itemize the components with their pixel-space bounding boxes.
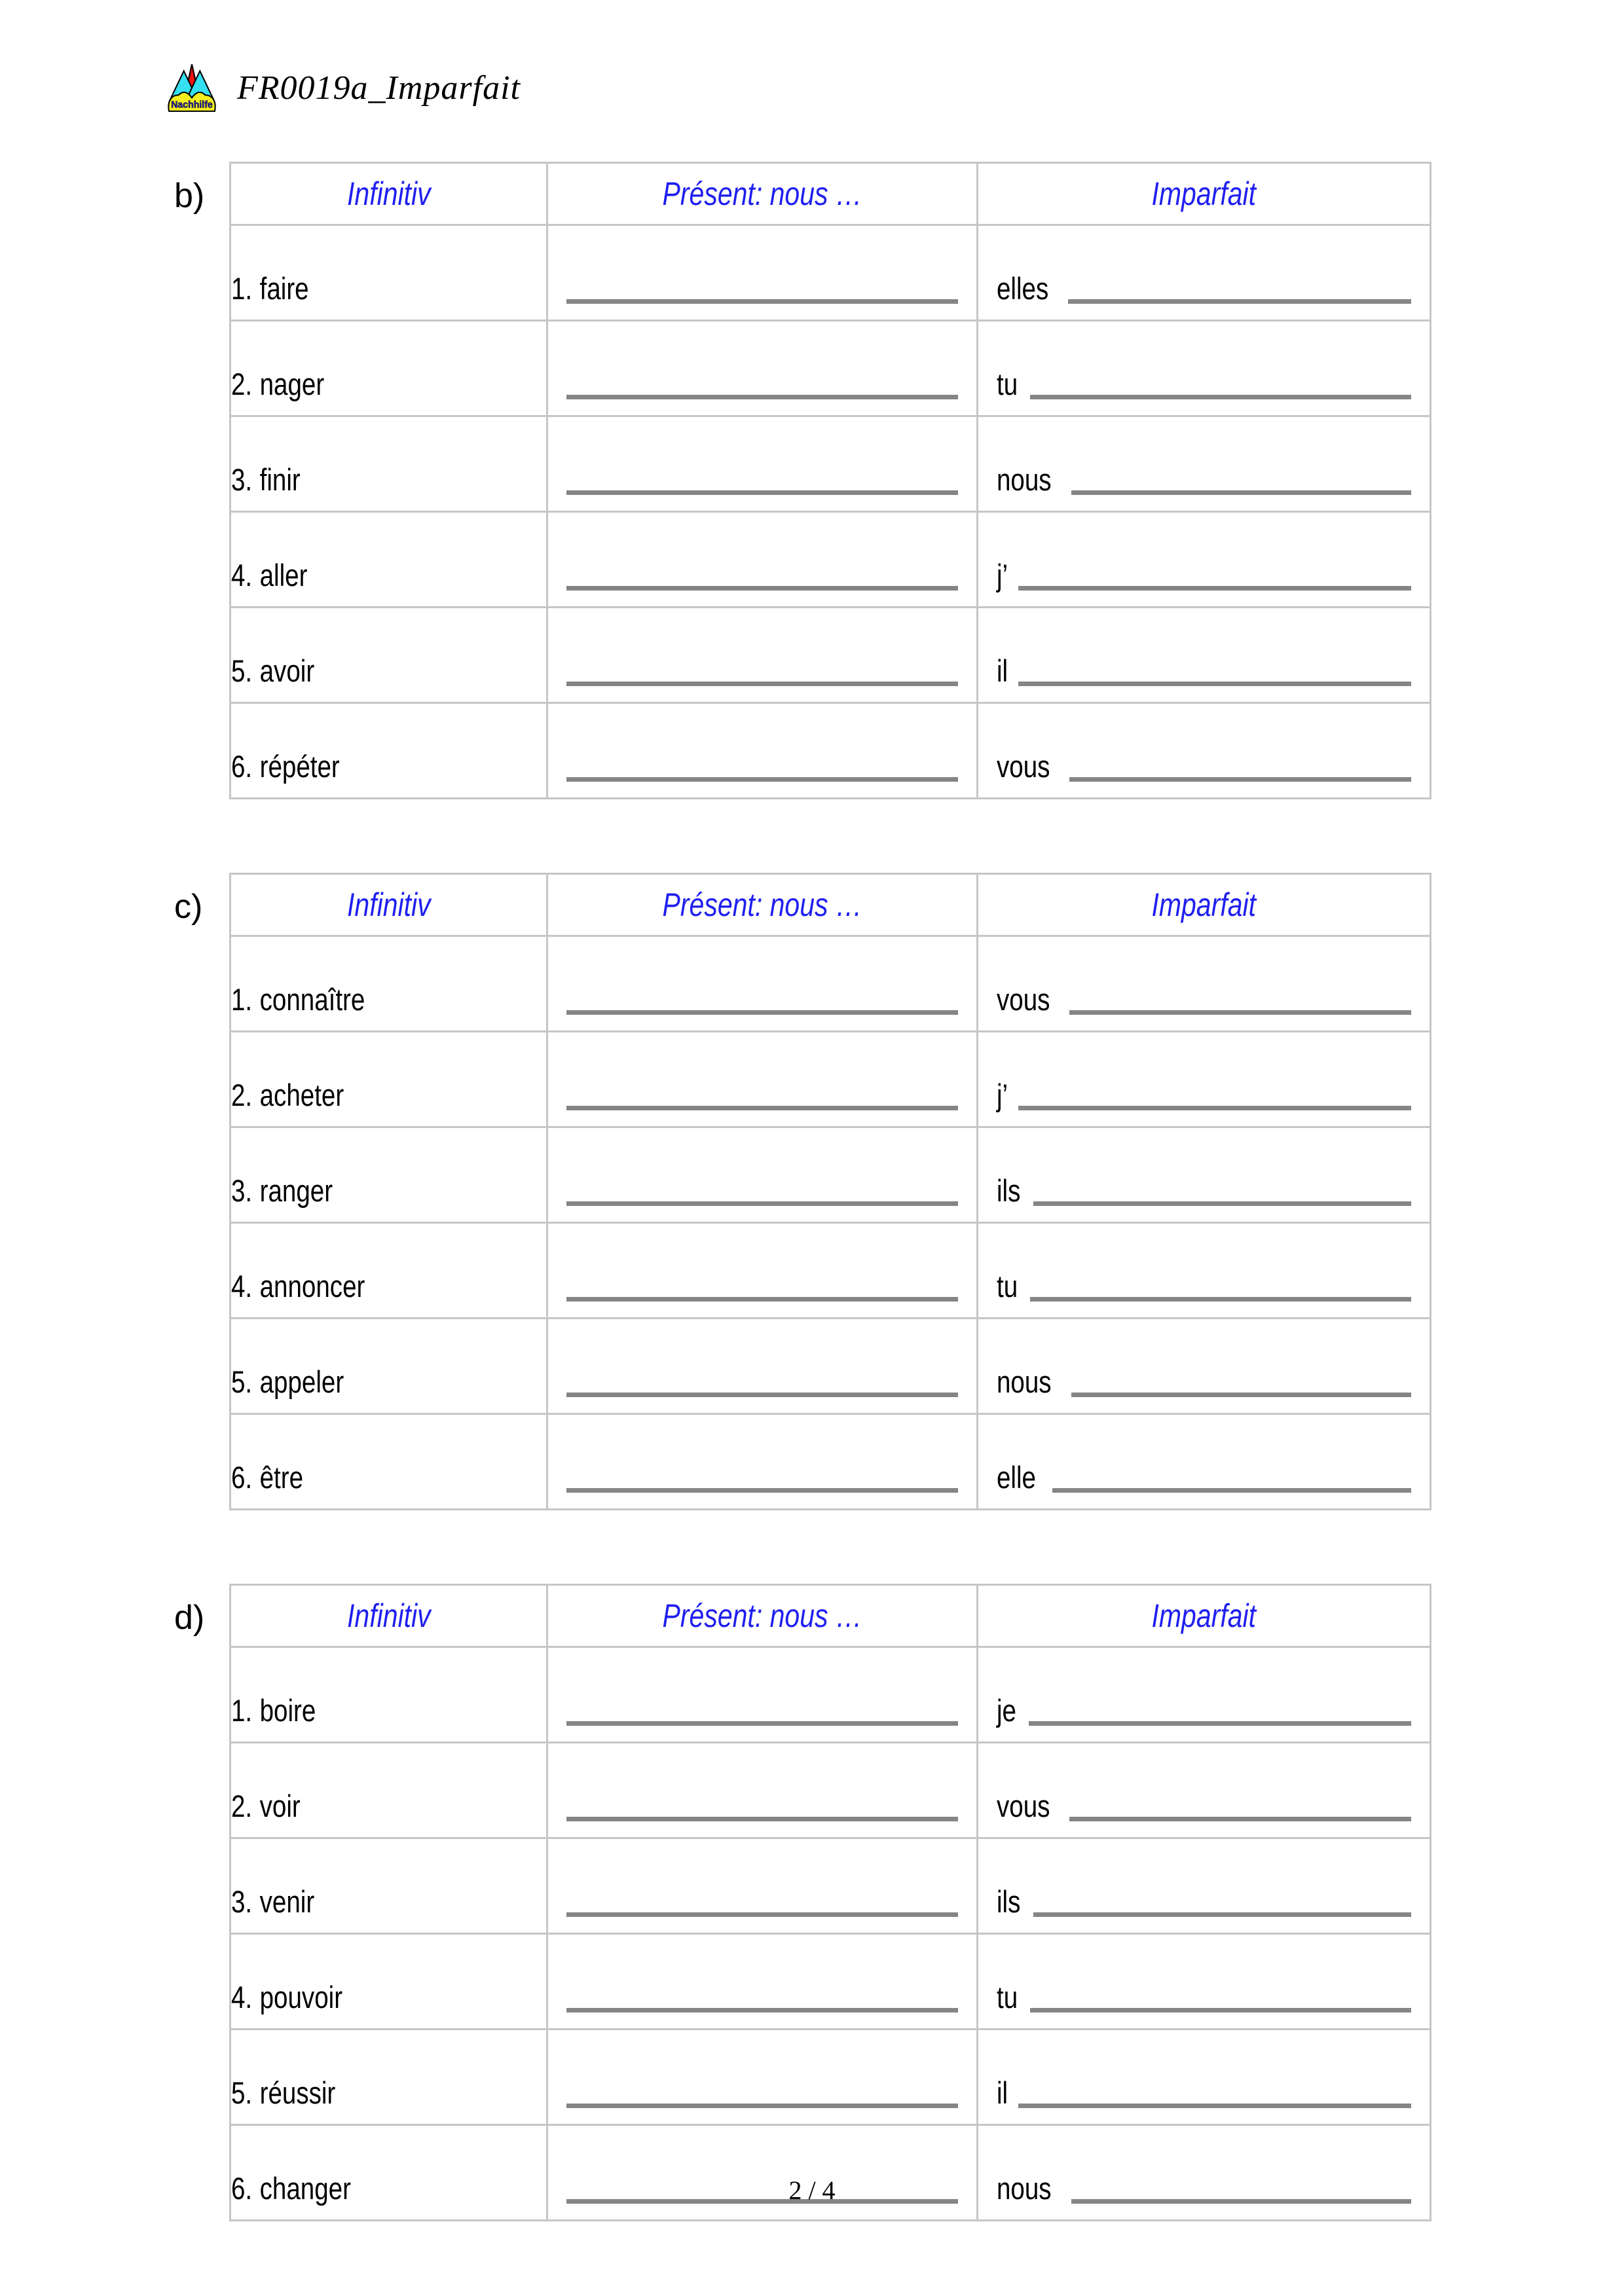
pronoun-label: ils: [997, 1884, 1021, 1919]
header-row: [231, 874, 1431, 936]
row-number: 6.: [231, 749, 253, 784]
answer-blank-imperfect: [1029, 1721, 1411, 1726]
imperfect-cell: [978, 2030, 1431, 2125]
answer-blank-present: [566, 1488, 958, 1493]
answer-blank-imperfect: [1030, 2008, 1411, 2013]
present-cell: [547, 1223, 978, 1319]
row-number: 4.: [231, 1980, 253, 2014]
row-number: 4.: [231, 558, 253, 592]
verb-label: réussir: [259, 2075, 336, 2110]
row-number: 2.: [231, 1078, 253, 1112]
answer-blank-present: [566, 2104, 958, 2108]
pronoun-label: elle: [997, 1460, 1037, 1495]
answer-blank-imperfect: [1018, 1106, 1411, 1110]
verb-label: changer: [259, 2171, 351, 2206]
verb-label: nager: [259, 367, 325, 401]
row-number: 2.: [231, 1789, 253, 1823]
answer-blank-present: [566, 682, 958, 686]
row-number: 3.: [231, 462, 253, 497]
pronoun-label: nous: [997, 2171, 1052, 2206]
exercise-table-block: [174, 1584, 1431, 2221]
table-label: b): [174, 177, 205, 215]
infinitive-cell: [231, 1319, 547, 1414]
present-cell: [547, 1838, 978, 1934]
infinitive-cell: [231, 321, 547, 416]
present-cell: [547, 1934, 978, 2030]
answer-blank-imperfect: [1071, 1393, 1411, 1397]
table-label: d): [174, 1599, 205, 1637]
page-number: 2 / 4: [788, 2176, 836, 2205]
answer-blank-imperfect: [1030, 1297, 1411, 1302]
present-cell: [547, 936, 978, 1032]
verb-label: ranger: [259, 1173, 333, 1208]
table-row: [231, 1934, 1431, 2030]
answer-blank-imperfect: [1018, 682, 1411, 686]
present-cell: [547, 416, 978, 512]
table-row: [231, 1838, 1431, 1934]
answer-blank-present: [566, 299, 958, 304]
row-number: 1.: [231, 1693, 253, 1728]
imperfect-cell: [978, 1647, 1431, 1743]
infinitive-cell: [231, 1743, 547, 1838]
verb-label: connaître: [259, 982, 365, 1017]
header-row: [231, 1585, 1431, 1647]
answer-blank-imperfect: [1068, 299, 1411, 304]
infinitive-cell: [231, 703, 547, 799]
answer-blank-present: [566, 586, 958, 591]
imperfect-cell: [978, 512, 1431, 608]
verb-label: répéter: [259, 749, 340, 784]
imperfect-cell: [978, 1934, 1431, 2030]
imperfect-cell: [978, 321, 1431, 416]
present-cell: [547, 608, 978, 703]
imperfect-cell: [978, 1127, 1431, 1223]
table-row: [231, 1127, 1431, 1223]
logo-label: Nachhilfe: [171, 100, 213, 111]
present-cell: [547, 2030, 978, 2125]
answer-blank-present: [566, 1912, 958, 1917]
present-cell: [547, 703, 978, 799]
pronoun-label: nous: [997, 462, 1052, 497]
imperfect-cell: [978, 608, 1431, 703]
infinitive-cell: [231, 608, 547, 703]
infinitive-cell: [231, 1032, 547, 1127]
column-header-present: Présent: nous …: [547, 1585, 978, 1647]
table-row: [231, 1743, 1431, 1838]
conjugation-table: [229, 1584, 1431, 2221]
table-row: [231, 2030, 1431, 2125]
row-number: 5.: [231, 653, 253, 688]
infinitive-cell: [231, 1127, 547, 1223]
pronoun-label: tu: [997, 1269, 1018, 1303]
verb-label: venir: [259, 1884, 315, 1919]
row-number: 1.: [231, 271, 253, 306]
verb-label: acheter: [259, 1078, 344, 1112]
verb-label: avoir: [259, 653, 315, 688]
row-number: 6.: [231, 2171, 253, 2206]
verb-label: être: [259, 1460, 304, 1495]
infinitive-cell: [231, 225, 547, 321]
pronoun-label: elles: [997, 271, 1049, 306]
imperfect-cell: [978, 225, 1431, 321]
table-row: [231, 225, 1431, 321]
conjugation-table: [229, 873, 1431, 1510]
answer-blank-present: [566, 1721, 958, 1726]
answer-blank-present: [566, 777, 958, 782]
infinitive-cell: [231, 1414, 547, 1510]
exercise-table-block: [174, 873, 1431, 1510]
present-cell: [547, 1032, 978, 1127]
column-header-imperfect: Imparfait: [978, 1585, 1431, 1647]
pronoun-label: nous: [997, 1364, 1052, 1399]
table-row: [231, 1414, 1431, 1510]
infinitive-cell: [231, 2030, 547, 2125]
table-row: [231, 1223, 1431, 1319]
table-row: [231, 321, 1431, 416]
table-row: [231, 608, 1431, 703]
pronoun-label: je: [997, 1693, 1017, 1728]
answer-blank-present: [566, 1817, 958, 1821]
pronoun-label: il: [997, 2075, 1008, 2110]
table-row: [231, 416, 1431, 512]
infinitive-cell: [231, 936, 547, 1032]
answer-blank-present: [566, 1297, 958, 1302]
verb-label: appeler: [259, 1364, 344, 1399]
answer-blank-imperfect: [1071, 490, 1411, 495]
imperfect-cell: [978, 936, 1431, 1032]
imperfect-cell: [978, 416, 1431, 512]
answer-blank-imperfect: [1030, 395, 1411, 399]
table-label: c): [174, 888, 203, 926]
table-row: [231, 936, 1431, 1032]
answer-blank-imperfect: [1018, 2104, 1411, 2108]
pronoun-label: ils: [997, 1173, 1021, 1208]
column-header-present: Présent: nous …: [547, 163, 978, 225]
verb-label: faire: [259, 271, 309, 306]
row-number: 5.: [231, 1364, 253, 1399]
answer-blank-present: [566, 1393, 958, 1397]
present-cell: [547, 1127, 978, 1223]
verb-label: finir: [259, 462, 301, 497]
answer-blank-imperfect: [1033, 1912, 1411, 1917]
infinitive-cell: [231, 1223, 547, 1319]
nachhilfe-logo-icon: [165, 63, 219, 113]
column-header-present: Présent: nous …: [547, 874, 978, 936]
header-row: [231, 163, 1431, 225]
imperfect-cell: [978, 2125, 1431, 2221]
exercise-table-block: [174, 162, 1431, 799]
answer-blank-present: [566, 1010, 958, 1015]
table-row: [231, 703, 1431, 799]
table-row: [231, 1647, 1431, 1743]
imperfect-cell: [978, 1838, 1431, 1934]
present-cell: [547, 225, 978, 321]
row-number: 4.: [231, 1269, 253, 1303]
answer-blank-present: [566, 2008, 958, 2013]
present-cell: [547, 321, 978, 416]
pronoun-label: il: [997, 653, 1008, 688]
answer-blank-present: [566, 1201, 958, 1206]
row-number: 5.: [231, 2075, 253, 2110]
present-cell: [547, 2125, 978, 2221]
pronoun-label: tu: [997, 1980, 1018, 2014]
answer-blank-imperfect: [1018, 586, 1411, 591]
infinitive-cell: [231, 1647, 547, 1743]
table-row: [231, 1032, 1431, 1127]
table-row: [231, 2125, 1431, 2221]
page-title: FR0019a_Imparfait: [237, 69, 521, 107]
answer-blank-present: [566, 1106, 958, 1110]
row-number: 3.: [231, 1884, 253, 1919]
answer-blank-imperfect: [1069, 1817, 1411, 1821]
imperfect-cell: [978, 1223, 1431, 1319]
table-row: [231, 512, 1431, 608]
pronoun-label: j’: [997, 1078, 1008, 1112]
answer-blank-present: [566, 490, 958, 495]
infinitive-cell: [231, 512, 547, 608]
column-header-imperfect: Imparfait: [978, 163, 1431, 225]
infinitive-cell: [231, 1934, 547, 2030]
verb-label: boire: [259, 1693, 316, 1728]
present-cell: [547, 1647, 978, 1743]
infinitive-cell: [231, 1838, 547, 1934]
verb-label: aller: [259, 558, 308, 592]
row-number: 1.: [231, 982, 253, 1017]
answer-blank-present: [566, 395, 958, 399]
answer-blank-imperfect: [1052, 1488, 1411, 1493]
answer-blank-imperfect: [1069, 777, 1411, 782]
conjugation-table: [229, 162, 1431, 799]
imperfect-cell: [978, 1414, 1431, 1510]
present-cell: [547, 1319, 978, 1414]
verb-label: pouvoir: [259, 1980, 343, 2014]
answer-blank-imperfect: [1033, 1201, 1411, 1206]
verb-label: voir: [259, 1789, 301, 1823]
column-header-infinitive: Infinitiv: [231, 1585, 547, 1647]
table-row: [231, 1319, 1431, 1414]
column-header-infinitive: Infinitiv: [231, 163, 547, 225]
present-cell: [547, 1743, 978, 1838]
pronoun-label: vous: [997, 982, 1050, 1017]
imperfect-cell: [978, 1319, 1431, 1414]
column-header-infinitive: Infinitiv: [231, 874, 547, 936]
pronoun-label: vous: [997, 749, 1050, 784]
column-header-imperfect: Imparfait: [978, 874, 1431, 936]
present-cell: [547, 1414, 978, 1510]
infinitive-cell: [231, 2125, 547, 2221]
answer-blank-imperfect: [1069, 1010, 1411, 1015]
present-cell: [547, 512, 978, 608]
imperfect-cell: [978, 1032, 1431, 1127]
pronoun-label: j’: [997, 558, 1008, 592]
row-number: 3.: [231, 1173, 253, 1208]
imperfect-cell: [978, 1743, 1431, 1838]
verb-label: annoncer: [259, 1269, 365, 1303]
pronoun-label: tu: [997, 367, 1018, 401]
infinitive-cell: [231, 416, 547, 512]
imperfect-cell: [978, 703, 1431, 799]
pronoun-label: vous: [997, 1789, 1050, 1823]
row-number: 2.: [231, 367, 253, 401]
row-number: 6.: [231, 1460, 253, 1495]
